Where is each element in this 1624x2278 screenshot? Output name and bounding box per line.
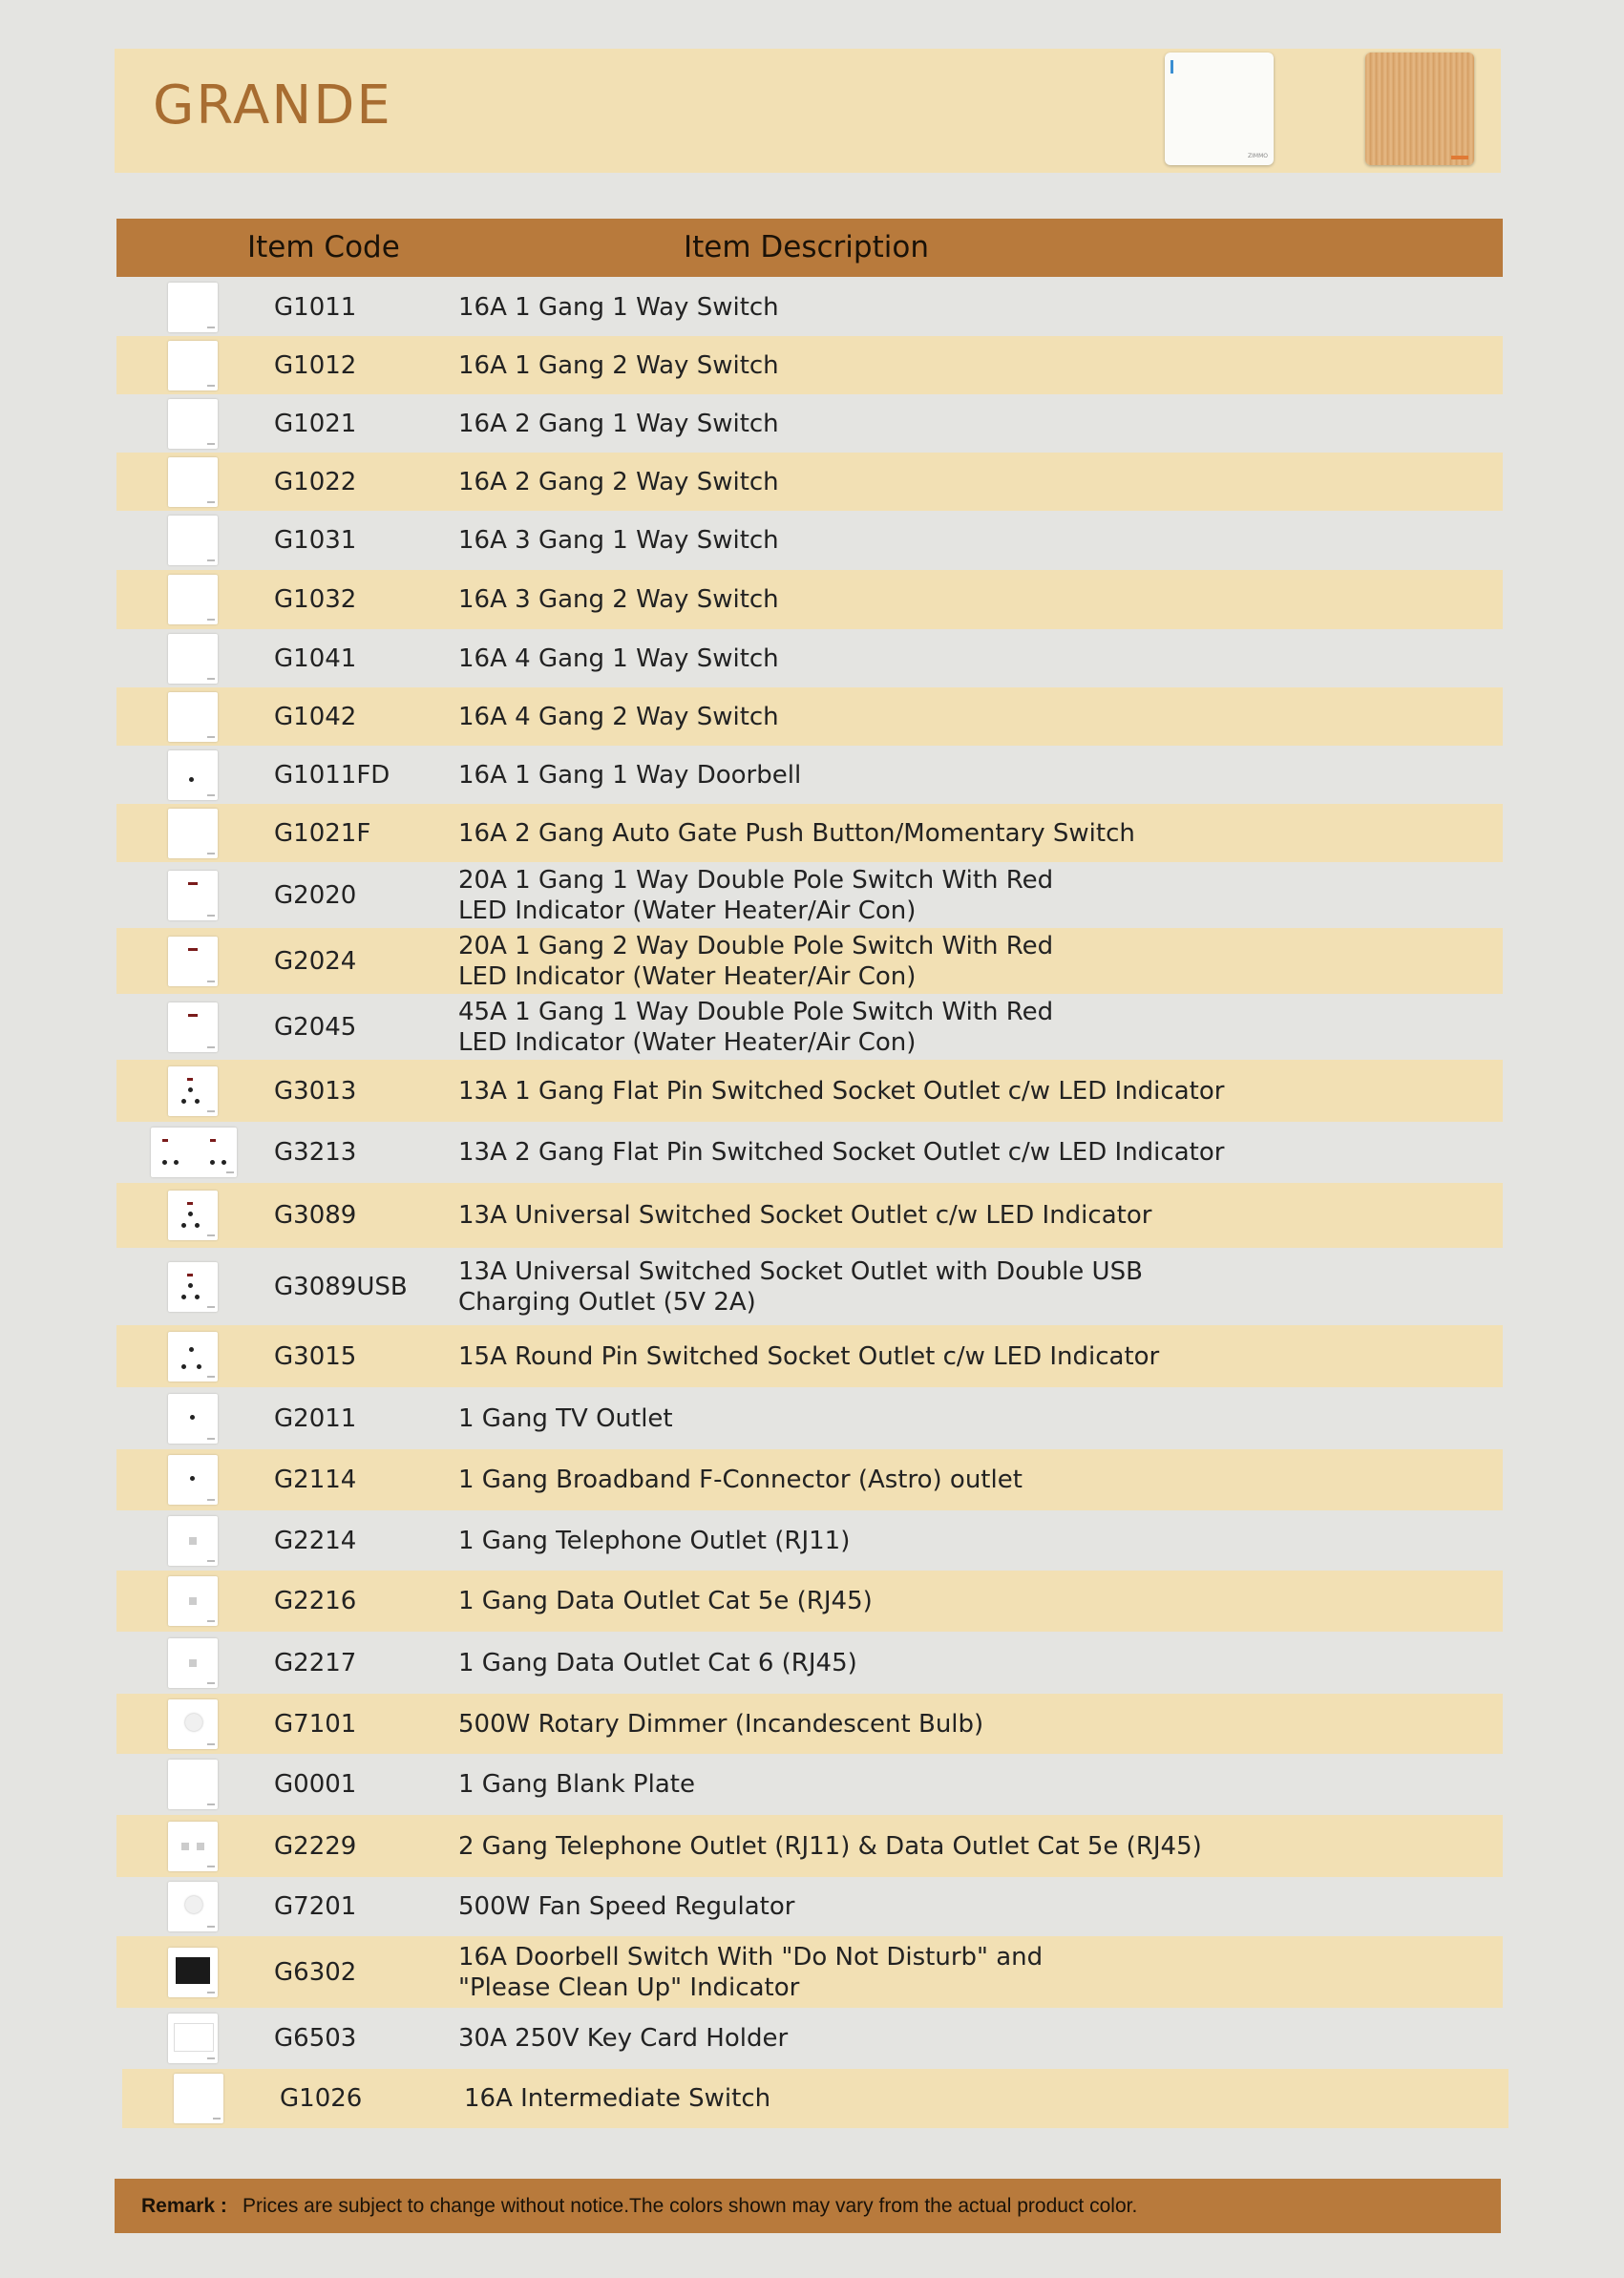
- table-row: [116, 862, 1503, 928]
- item-description: [458, 1465, 1023, 1495]
- brand-logo: GRANDE: [153, 74, 392, 137]
- item-code: G7101: [274, 1710, 357, 1739]
- item-code: G1011FD: [274, 761, 390, 790]
- item-code: G1042: [274, 703, 357, 731]
- item-description: [458, 702, 779, 732]
- item-description: [458, 818, 1135, 849]
- product-thumbnail: [168, 1394, 218, 1444]
- item-description-line: 20A 1 Gang 2 Way Double Pole Switch With Red: [458, 932, 1054, 960]
- table-header: [116, 219, 1503, 277]
- remark-label: Remark :: [141, 2195, 227, 2217]
- item-description: [458, 1586, 873, 1616]
- item-description-line: 1 Gang TV Outlet: [458, 1404, 673, 1433]
- table-row: [116, 1325, 1503, 1387]
- product-thumbnail: [168, 575, 218, 624]
- item-description-line: 16A 3 Gang 1 Way Switch: [458, 526, 779, 555]
- table-row: [116, 570, 1503, 629]
- item-description: [458, 1137, 1224, 1168]
- table-row: [116, 928, 1503, 994]
- item-description: [458, 1831, 1202, 1862]
- item-code: G1011: [274, 293, 357, 322]
- table-row: [116, 2008, 1503, 2069]
- item-description-line: 16A 2 Gang 2 Way Switch: [458, 468, 779, 496]
- table-row: [116, 1936, 1503, 2008]
- item-description-line: 13A 2 Gang Flat Pin Switched Socket Outlet c/w LED Indicator: [458, 1138, 1225, 1167]
- product-thumbnail: [168, 1948, 218, 1997]
- gold-switch-plate-image: [1365, 53, 1474, 165]
- table-row: [116, 1060, 1503, 1122]
- table-row: [116, 1694, 1503, 1754]
- product-thumbnail: [168, 1002, 218, 1052]
- remark-bar: [115, 2179, 1501, 2233]
- table-row: [116, 1183, 1503, 1248]
- item-description-line: 1 Gang Telephone Outlet (RJ11): [458, 1527, 851, 1555]
- product-thumbnail: [168, 937, 218, 986]
- item-description: [458, 997, 1053, 1058]
- table-row: [116, 1815, 1503, 1877]
- item-description-line: 2 Gang Telephone Outlet (RJ11) & Data Outlet Cat 5e (RJ45): [458, 1832, 1202, 1861]
- table-row: [122, 2069, 1508, 2128]
- item-description-line: LED Indicator (Water Heater/Air Con): [458, 896, 917, 925]
- column-header-item-description: Item Description: [684, 230, 929, 264]
- item-description-line: 1 Gang Blank Plate: [458, 1770, 695, 1799]
- product-thumbnail: [168, 399, 218, 449]
- table-row: [116, 453, 1503, 511]
- table-row: [116, 1122, 1503, 1183]
- product-thumbnail: [168, 1332, 218, 1382]
- product-thumbnail: [168, 283, 218, 332]
- product-thumbnail: [168, 1455, 218, 1505]
- column-header-item-code: Item Code: [247, 230, 400, 264]
- item-description: [458, 525, 779, 556]
- item-code: G2011: [274, 1404, 357, 1433]
- item-description-line: 13A 1 Gang Flat Pin Switched Socket Outlet c/w LED Indicator: [458, 1077, 1225, 1106]
- table-row: [116, 746, 1503, 804]
- product-thumbnail: [168, 1262, 218, 1312]
- item-description-line: 16A 2 Gang 1 Way Switch: [458, 410, 779, 438]
- product-thumbnail: [168, 692, 218, 742]
- item-description-line: 13A Universal Switched Socket Outlet with Double USB: [458, 1257, 1143, 1286]
- product-thumbnail: [168, 1191, 218, 1240]
- item-description-line: 16A 1 Gang 2 Way Switch: [458, 351, 779, 380]
- product-thumbnail: [168, 457, 218, 507]
- item-description: [458, 1648, 857, 1678]
- product-thumbnail: [168, 1822, 218, 1871]
- item-description: [458, 1403, 673, 1434]
- item-code: G1041: [274, 644, 357, 673]
- product-thumbnail: [168, 1699, 218, 1749]
- item-code: G2217: [274, 1649, 357, 1677]
- item-code: G7201: [274, 1892, 357, 1921]
- item-code: G0001: [274, 1770, 357, 1799]
- table-row: [116, 1387, 1503, 1449]
- item-description-line: 13A Universal Switched Socket Outlet c/w LED Indicator: [458, 1201, 1152, 1230]
- table-row: [116, 1248, 1503, 1325]
- item-description-line: 30A 250V Key Card Holder: [458, 2024, 789, 2053]
- remark-text: Prices are subject to change without notice.The colors shown may vary from the actual product color.: [243, 2195, 1138, 2217]
- item-code: G2024: [274, 947, 357, 976]
- item-description-line: 16A 4 Gang 1 Way Switch: [458, 644, 779, 673]
- item-description: [458, 350, 779, 381]
- product-thumbnail: [168, 1066, 218, 1116]
- item-description: [458, 1526, 850, 1556]
- item-description: [458, 865, 1053, 926]
- item-description: [464, 2083, 770, 2114]
- table-row: [116, 687, 1503, 746]
- item-code: G1012: [274, 351, 357, 380]
- product-thumbnail: [168, 1638, 218, 1688]
- item-code: G3015: [274, 1342, 357, 1371]
- item-description: [458, 1076, 1224, 1107]
- product-thumbnail: [168, 1516, 218, 1566]
- item-description-line: 16A 3 Gang 2 Way Switch: [458, 585, 779, 614]
- item-description-line: 16A 1 Gang 1 Way Doorbell: [458, 761, 802, 790]
- item-description-line: LED Indicator (Water Heater/Air Con): [458, 962, 917, 991]
- table-row: [116, 1754, 1503, 1815]
- white-switch-plate-image: ZIMMO: [1165, 53, 1274, 165]
- item-description-line: 500W Fan Speed Regulator: [458, 1892, 795, 1921]
- table-row: [116, 1877, 1503, 1936]
- item-description: [458, 467, 779, 497]
- item-code: G1031: [274, 526, 357, 555]
- item-description: [458, 1769, 695, 1800]
- item-description: [458, 292, 779, 323]
- table-row: [116, 511, 1503, 570]
- item-code: G2229: [274, 1832, 357, 1861]
- item-description-line: 16A 4 Gang 2 Way Switch: [458, 703, 779, 731]
- table-row: [116, 336, 1503, 394]
- product-thumbnail: [168, 809, 218, 858]
- item-code: G1021F: [274, 819, 371, 848]
- item-code: G1022: [274, 468, 357, 496]
- item-code: G3213: [274, 1138, 357, 1167]
- item-description: [458, 931, 1053, 992]
- table-row: [116, 804, 1503, 862]
- item-description-line: 1 Gang Data Outlet Cat 6 (RJ45): [458, 1649, 857, 1677]
- table-row: [116, 1449, 1503, 1510]
- brand-header: [115, 49, 1501, 173]
- item-description: [458, 1891, 794, 1922]
- table-row: [116, 629, 1503, 687]
- table-row: [116, 1571, 1503, 1632]
- item-code: G1032: [274, 585, 357, 614]
- product-thumbnail: [168, 341, 218, 390]
- item-code: G2045: [274, 1013, 357, 1042]
- item-code: G6503: [274, 2024, 357, 2053]
- table-row: [116, 278, 1503, 336]
- item-description: [458, 760, 801, 791]
- item-description-line: 1 Gang Data Outlet Cat 5e (RJ45): [458, 1587, 873, 1615]
- table-row: [116, 394, 1503, 453]
- item-description-line: 500W Rotary Dimmer (Incandescent Bulb): [458, 1710, 984, 1739]
- product-thumbnail: [174, 2074, 223, 2123]
- item-description-line: 1 Gang Broadband F-Connector (Astro) outlet: [458, 1466, 1023, 1494]
- product-thumbnail: [168, 750, 218, 800]
- item-description: [458, 1200, 1151, 1231]
- item-description-line: LED Indicator (Water Heater/Air Con): [458, 1028, 917, 1057]
- item-code: G2214: [274, 1527, 357, 1555]
- item-description: [458, 1942, 1043, 2003]
- product-thumbnail: [168, 634, 218, 684]
- item-description: [458, 409, 779, 439]
- item-description: [458, 584, 779, 615]
- product-thumbnail: [151, 1128, 237, 1177]
- item-code: G3013: [274, 1077, 357, 1106]
- item-description-line: 16A Intermediate Switch: [464, 2084, 771, 2113]
- item-description-line: 16A Doorbell Switch With "Do Not Disturb" and: [458, 1943, 1044, 1972]
- table-row: [116, 1632, 1503, 1694]
- item-description-line: Charging Outlet (5V 2A): [458, 1288, 756, 1317]
- item-description-line: 15A Round Pin Switched Socket Outlet c/w LED Indicator: [458, 1342, 1160, 1371]
- item-description-line: 16A 1 Gang 1 Way Switch: [458, 293, 779, 322]
- product-thumbnail: [168, 2014, 218, 2063]
- product-thumbnail: [168, 871, 218, 920]
- item-description: [458, 643, 779, 674]
- item-code: G1026: [280, 2084, 363, 2113]
- table-row: [116, 1510, 1503, 1571]
- item-description-line: 45A 1 Gang 1 Way Double Pole Switch With Red: [458, 998, 1054, 1026]
- item-description: [458, 1709, 983, 1740]
- product-thumbnail: [168, 1760, 218, 1809]
- item-description-line: "Please Clean Up" Indicator: [458, 1973, 800, 2002]
- item-code: G2216: [274, 1587, 357, 1615]
- product-thumbnail: [168, 1882, 218, 1931]
- item-code: G2020: [274, 881, 357, 910]
- item-code: G6302: [274, 1958, 357, 1987]
- product-thumbnail: [168, 516, 218, 565]
- item-code: G3089USB: [274, 1273, 408, 1301]
- item-description-line: 16A 2 Gang Auto Gate Push Button/Momentary Switch: [458, 819, 1135, 848]
- item-code: G2114: [274, 1466, 357, 1494]
- item-code: G3089: [274, 1201, 357, 1230]
- product-thumbnail: [168, 1576, 218, 1626]
- item-description: [458, 1341, 1159, 1372]
- item-description: [458, 1256, 1143, 1318]
- table-row: [116, 994, 1503, 1060]
- item-code: G1021: [274, 410, 357, 438]
- item-description: [458, 2023, 788, 2054]
- item-description-line: 20A 1 Gang 1 Way Double Pole Switch With Red: [458, 866, 1054, 895]
